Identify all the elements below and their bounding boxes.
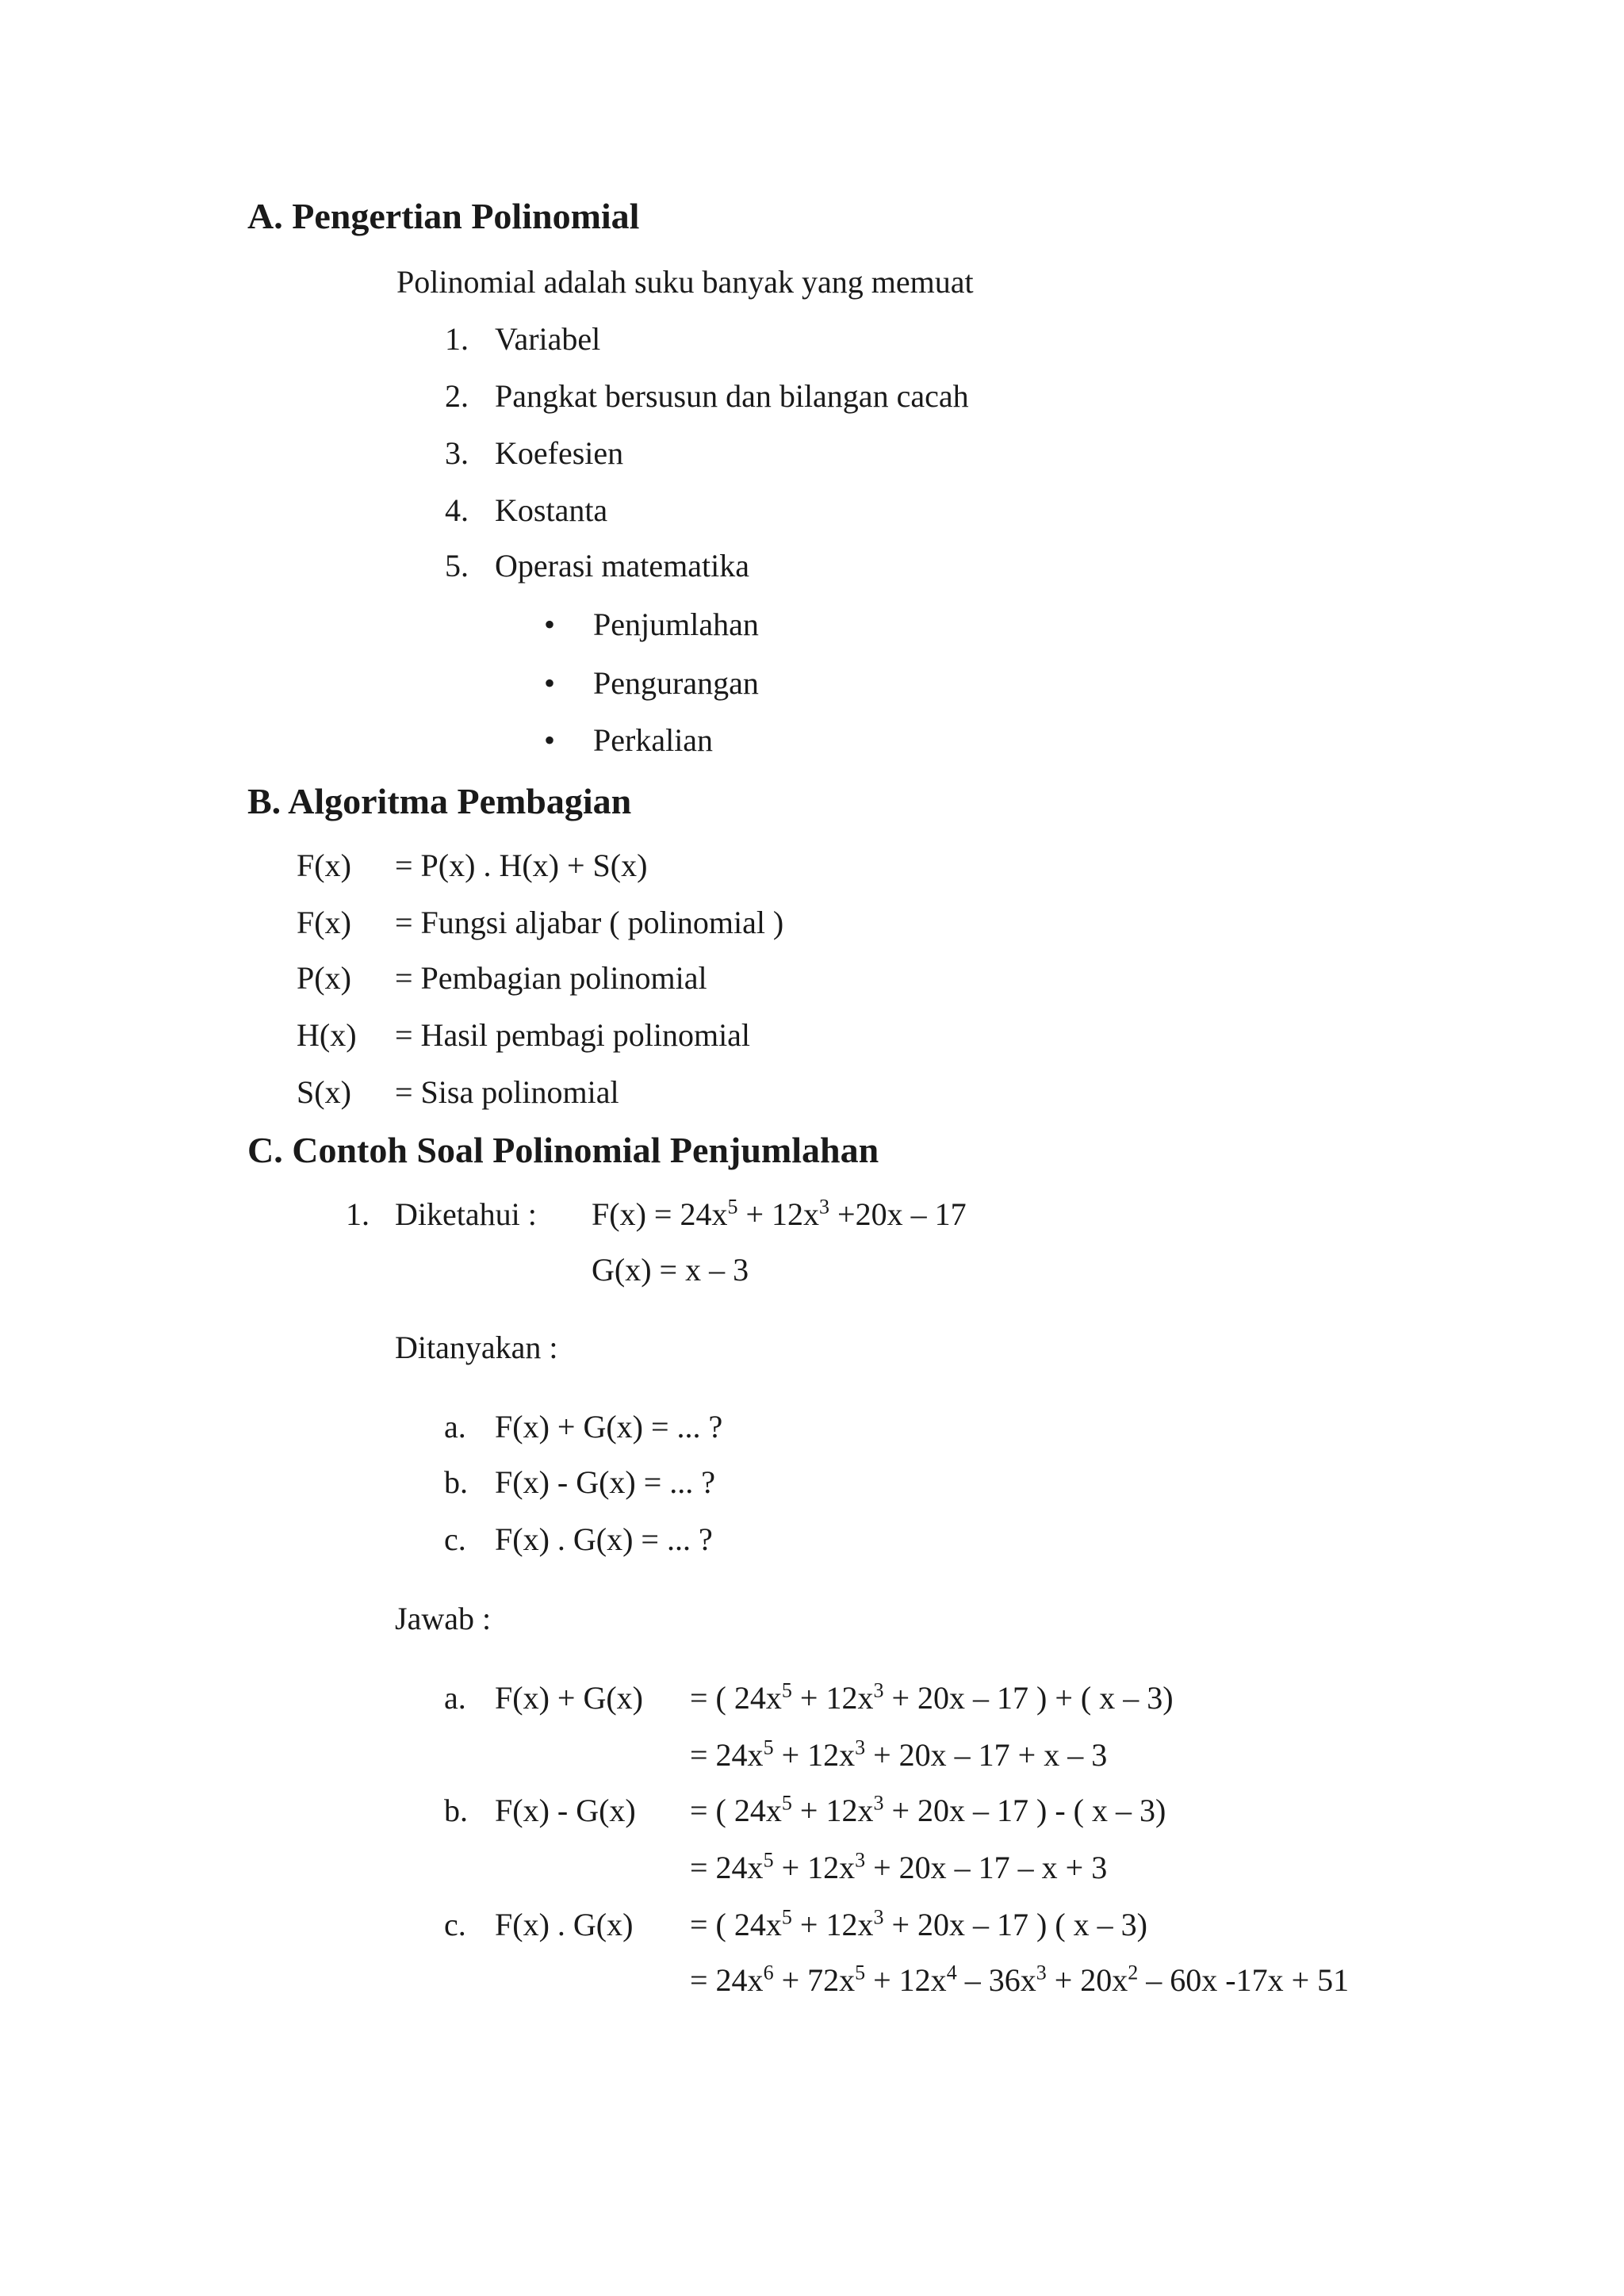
- answer-letter: a.: [444, 1680, 466, 1716]
- bullet-item: Pengurangan: [593, 665, 759, 701]
- list-item: Operasi matematika: [495, 548, 749, 584]
- list-item: Kostanta: [495, 492, 608, 528]
- asked-item: F(x) - G(x) = ... ?: [495, 1464, 716, 1500]
- list-number: 3.: [445, 435, 469, 471]
- bullet-icon: •: [544, 607, 556, 642]
- answer-line: = $24x^6 + 72x^5 + 12x^4 - 36x^3 + 20x^2 - 60x$ -17x + 51: [690, 1961, 1350, 1998]
- definition-text: = Sisa polinomial: [395, 1074, 619, 1110]
- answer-line: = $24x^5 + 12x^3 + 20x - 17 + x - 3$: [690, 1735, 1108, 1773]
- answer-expression: F(x) . G(x): [495, 1907, 634, 1942]
- section-a-intro: Polinomial adalah suku banyak yang memuat: [396, 264, 974, 300]
- problem-number: 1.: [346, 1196, 370, 1232]
- answer-line: = ( $24x^5 + 12x^3 + 20x - 17$ ) ( x – 3): [690, 1905, 1147, 1942]
- asked-letter: b.: [444, 1464, 468, 1500]
- known-label: Diketahui :: [395, 1196, 537, 1232]
- definition-term: P(x): [297, 960, 351, 996]
- answer-label: Jawab :: [395, 1601, 492, 1636]
- answer-line: = ( $24x^5 + 12x^3 + 20x - 17$ ) + ( x – 3): [690, 1678, 1174, 1716]
- answer-expression: F(x) + G(x): [495, 1680, 643, 1716]
- list-item: Koefesien: [495, 435, 624, 471]
- bullet-item: Penjumlahan: [593, 607, 759, 642]
- asked-letter: a.: [444, 1409, 466, 1445]
- list-item: Variabel: [495, 321, 601, 357]
- list-number: 5.: [445, 548, 469, 584]
- definition-text: = Fungsi aljabar ( polinomial ): [395, 905, 784, 940]
- asked-item: F(x) + G(x) = ... ?: [495, 1409, 723, 1445]
- definition-term: F(x): [297, 905, 351, 940]
- definition-text: = Hasil pembagi polinomial: [395, 1017, 751, 1053]
- list-number: 2.: [445, 378, 469, 414]
- definition-term: S(x): [297, 1074, 351, 1110]
- list-item: Pangkat bersusun dan bilangan cacah: [495, 378, 969, 414]
- gx-equation: G(x) = x – 3: [592, 1252, 749, 1288]
- list-number: 4.: [445, 492, 469, 528]
- definition-text: = Pembagian polinomial: [395, 960, 707, 996]
- answer-line: = ( $24x^5 + 12x^3 + 20x - 17$ ) - ( x – 3): [690, 1791, 1166, 1828]
- answer-expression: F(x) - G(x): [495, 1793, 636, 1828]
- section-a-heading: A. Pengertian Polinomial: [247, 196, 640, 236]
- definition-term: H(x): [297, 1017, 357, 1053]
- answer-letter: c.: [444, 1907, 466, 1942]
- asked-letter: c.: [444, 1521, 466, 1557]
- section-b-heading: B. Algoritma Pembagian: [247, 781, 632, 821]
- definition-term: F(x): [297, 848, 351, 883]
- answer-line: = $24x^5 + 12x^3 + 20x - 17 - x + 3$: [690, 1848, 1108, 1885]
- list-number: 1.: [445, 321, 469, 357]
- bullet-icon: •: [544, 722, 556, 758]
- answer-letter: b.: [444, 1793, 468, 1828]
- bullet-icon: •: [544, 665, 556, 701]
- definition-text: = P(x) . H(x) + S(x): [395, 848, 648, 883]
- fx-equation: $F(x) = 24x^5 + 12x^3 +20x - 17$: [592, 1195, 967, 1232]
- asked-item: F(x) . G(x) = ... ?: [495, 1521, 713, 1557]
- section-c-heading: C. Contoh Soal Polinomial Penjumlahan: [247, 1130, 879, 1170]
- asked-label: Ditanyakan :: [395, 1330, 558, 1365]
- bullet-item: Perkalian: [593, 722, 714, 758]
